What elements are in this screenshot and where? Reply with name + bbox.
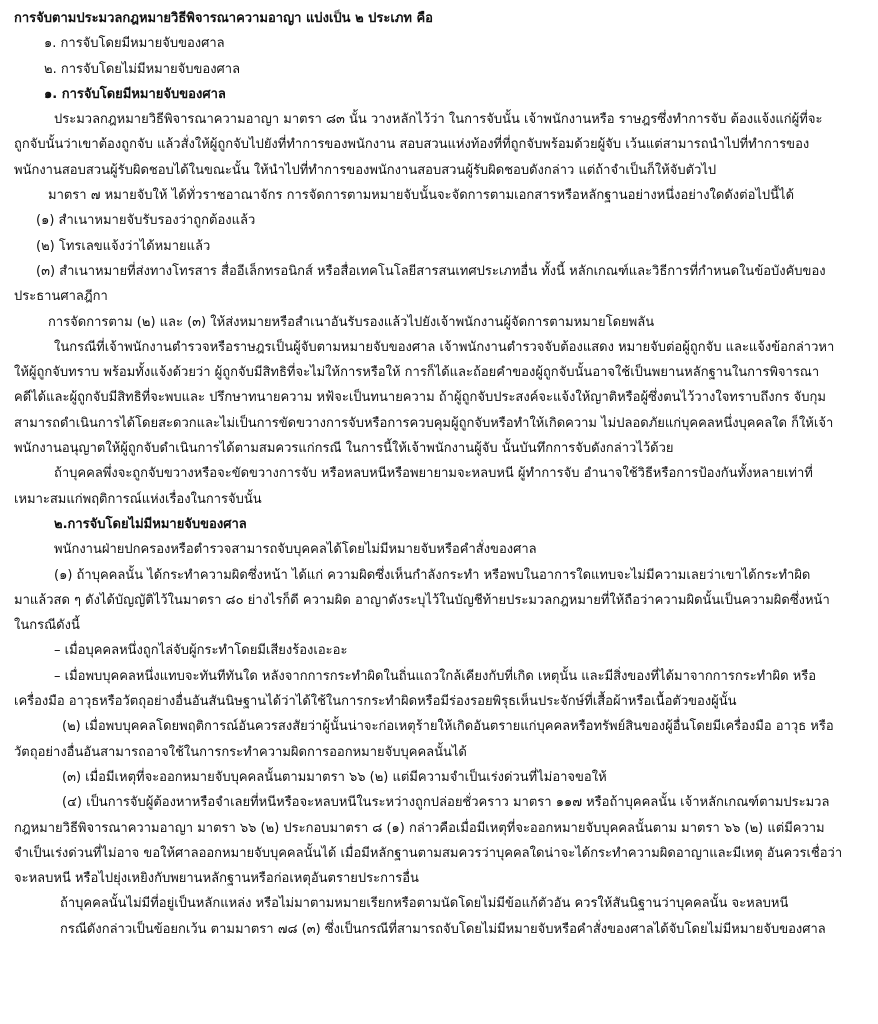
list-item: (๒) เมื่อพบบุคคลโดยพฤติการณ์อันควรสงสัยว่าผู้นั้นน่าจะก่อเหตุร้ายให้เกิดอันตรายแก่บุคคลหรือทรัพย์สินของผู้อื่นโดยมีเครื่องมือ อาวุธ หรือ	[62, 719, 834, 735]
section-heading: ๒.การจับโดยไม่มีหมายจับของศาล	[54, 516, 247, 532]
list-item: (๓) สำเนาหมายที่ส่งทางโทรสาร สื่ออีเล็กทรอนิกส์ หรือสื่อเทคโนโลยีสารสนเทศประเภทอื่น ทั้งนี้ หลักเกณฑ์และวิธีการที่กำหนดในข้อบังคับของ	[36, 263, 826, 279]
list-item: (๑) สำเนาหมายจับรับรองว่าถูกต้องแล้ว	[36, 213, 256, 229]
list-item: ๒. การจับโดยไม่มีหมายจับของศาล	[44, 61, 241, 77]
paragraph-line: ถ้าบุคคลพึ่งจะถูกจับขวางหรือจะขัดขวางการจับ หรือหลบหนีหรือพยายามจะหลบหนี ผู้ทำการจับ อำนาจใช้วิธีหรือการป้องกันทั้งหลายเท่าที่	[54, 466, 813, 482]
document-title: การจับตามประมวลกฎหมายวิธีพิจารณาความอาญา แบ่งเป็น ๒ ประเภท คือ	[14, 11, 433, 26]
paragraph-line: มาแล้วสด ๆ ดังได้บัญญัติไว้ในมาตรา ๘๐ ย่างไรก็ดี ความผิด อาญาดังระบุไว้ในบัญชีท้ายประมวลกฎหมายที่ให้ถือว่าความผิดนั้นเป็นความผิดซึ่งหน้า	[14, 592, 830, 608]
paragraph-line: สามารถดำเนินการได้โดยสะดวกและไม่เป็นการขัดขวางการจับหรือการควบคุมผู้ถูกจับหรือทำให้เกิดความ ไม่ปลอดภัยแก่บุคคลหนึ่งบุคคลใด ก็ให้เจ้า	[14, 415, 834, 431]
section-heading: ๑. การจับโดยมีหมายจับของศาล	[44, 86, 226, 102]
list-item: (๔) เป็นการจับผู้ต้องหาหรือจำเลยที่หนีหรือจะหลบหนีในระหว่างถูกปล่อยชั่วคราว มาตรา ๑๑๗ หรือถ้าบุคคลนั้น เจ้าหลักเกณฑ์ตามประมวล	[62, 795, 830, 811]
paragraph-line: พนักงานฝ่ายปกครองหรือตำรวจสามารถจับบุคคลได้โดยไม่มีหมายจับหรือคำสั่งของศาล	[54, 542, 537, 558]
paragraph-line: มาตรา ๗ หมายจับให้ ได้ทั่วราชอาณาจักร การจัดการตามหมายจับนั้นจะจัดการตามเอกสารหรือหลักฐานอย่างหนึ่งอย่างใดดังต่อไปนี้ได้	[48, 188, 795, 204]
list-item: (๒) โทรเลขแจ้งว่าได้หมายแล้ว	[36, 238, 211, 254]
paragraph-line: ถ้าบุคคลนั้นไม่มีที่อยู่เป็นหลักแหล่ง หรือไม่มาตามหมายเรียกหรือตามนัดโดยไม่มีข้อแก้ตัวอัน ควรให้สันนิฐานว่าบุคคลนั้น จะหลบหนี	[60, 896, 789, 912]
paragraph-line: ประมวลกฎหมายวิธีพิจารณาความอาญา มาตรา ๘๓ นั้น วางหลักไว้ว่า ในการจับนั้น เจ้าพนักงานหรือ ราษฎรซึ่งทำการจับ ต้องแจ้งแก่ผู้ที่จะ	[54, 112, 823, 128]
paragraph-line: ให้ผู้ถูกจับทราบ พร้อมทั้งแจ้งด้วยว่า ผู้ถูกจับมีสิทธิที่จะไม่ให้การหรือให้ การก็ได้และถ้อยคำของผู้ถูกจับนั้นอาจใช้เป็นพยานหลักฐานในการพิจารณา	[14, 365, 820, 381]
paragraph-line: เหมาะสมแก่พฤติการณ์แห่งเรื่องในการจับนั้น	[14, 491, 262, 507]
paragraph-line: จำเป็นเร่งด่วนที่ไม่อาจ ขอให้ศาลออกหมายจับบุคคลนั้นได้ เมื่อมีหลักฐานตามสมควรว่าบุคคลใดน่าจะได้กระทำความผิดอาญาและมีเหตุ อันควรเชื่อว่า	[14, 845, 843, 861]
paragraph-line: คดีได้และผู้ถูกจับมีสิทธิที่จะพบและ ปรึกษาทนายความ หฟ้จะเป็นทนายความ ถ้าผู้ถูกจับประสงค์จะแจ้งให้ญาติหรือผู้ซึ่งตนไว้วางใจทราบถึงกร จับกุม	[14, 390, 826, 406]
paragraph-line: พนักงานสอบสวนผู้รับผิดชอบได้ในขณะนั้น ให้นำไปที่ทำการของพนักงานสอบสวนผู้รับผิดชอบดังกล่าว แต่ถ้าจำเป็นก็ให้จับตัวไป	[14, 162, 717, 178]
paragraph-line: กฎหมายวิธีพิจารณาความอาญา มาตรา ๖๖ (๒) ประกอบมาตรา ๘ (๑) กล่าวคือเมื่อมีเหตุที่จะออกหมายจับบุคคลนั้นตาม มาตรา ๖๖ (๒) แต่มีความ	[14, 820, 825, 836]
paragraph-line: กรณีดังกล่าวเป็นข้อยกเว้น ตามมาตรา ๗๘ (๓) ซึ่งเป็นกรณีที่สามารถจับโดยไม่มีหมายจับหรือคำสั่งของศาลได้จับโดยไม่มีหมายจับของศาล	[60, 921, 826, 937]
paragraph-line: ในกรณีที่เจ้าพนักงานตำรวจหรือราษฎรเป็นผู้จับตามหมายจับของศาล เจ้าพนักงานตำรวจจับต้องแสดง หมายจับต่อผู้ถูกจับ และแจ้งข้อกล่าวหา	[54, 339, 835, 355]
list-item: (๑) ถ้าบุคคลนั้น ได้กระทำความผิดซึ่งหน้า ได้แก่ ความผิดซึ่งเห็นกำลังกระทำ หรือพบในอาการใดแทบจะไม่มีความเลยว่าเขาได้กระทำผิด	[54, 567, 811, 583]
list-item: (๓) เมื่อมีเหตุที่จะออกหมายจับบุคคลนั้นตามมาตรา ๖๖ (๒) แต่มีความจำเป็นเร่งด่วนที่ไม่อาจขอให้	[62, 769, 607, 785]
paragraph-line: ประธานศาลฎีกา	[14, 289, 108, 305]
paragraph-line: ถูกจับนั้นว่าเขาต้องถูกจับ แล้วสั่งให้ผู้ถูกจับไปยังที่ทำการของพนักงาน สอบสวนแห่งท้องที่ที่ถูกจับพร้อมด้วยผู้จับ เว้นแต่สามารถนำไปที่ทำการของ	[14, 137, 810, 153]
bullet-item: – เมื่อพบบุคคลหนึ่งแทบจะทันทีทันใด หลังจากการกระทำผิดในถิ่นแถวใกล้เคียงกับที่เกิด เหตุนั้น และมีสิ่งของที่ได้มาจากการกระทำผิด หรือ	[54, 668, 817, 684]
bullet-item: – เมื่อบุคคลหนึ่งถูกไล่จับผู้กระทำโดยมีเสียงร้องเอะอะ	[54, 643, 348, 659]
paragraph-line: จะหลบหนี หรือไปยุ่งเหยิงกับพยานหลักฐานหรือก่อเหตุอันตรายประการอื่น	[14, 871, 419, 887]
paragraph-line: ในกรณีดังนี้	[14, 618, 80, 634]
list-item: ๑. การจับโดยมีหมายจับของศาล	[44, 36, 225, 52]
paragraph-line: การจัดการตาม (๒) และ (๓) ให้ส่งหมายหรือสำเนาอันรับรองแล้วไปยังเจ้าพนักงานผู้จัดการตามหมายโดยพลัน	[48, 314, 655, 330]
paragraph-line: พนักงานอนุญาตให้ผู้ถูกจับดำเนินการได้ตามสมควรแก่กรณี ในการนี้ให้เจ้าพนักงานผู้จับ นั้นบันทึกการจับดังกล่าวไว้ด้วย	[14, 441, 674, 457]
paragraph-line: วัตถุอย่างอื่นอันสามารถอาจใช้ในการกระทำความผิดการออกหมายจับบุคคลนั้นได้	[14, 744, 467, 760]
paragraph-line: เครื่องมือ อาวุธหรือวัตถุอย่างอื่นอันสันนิษฐานได้ว่าได้ใช้ในการกระทำผิดหรือมีร่องรอยพิรุธเห็นประจักษ์ที่เสื้อผ้าหรือเนื้อตัวของผู้นั้น	[14, 694, 737, 710]
